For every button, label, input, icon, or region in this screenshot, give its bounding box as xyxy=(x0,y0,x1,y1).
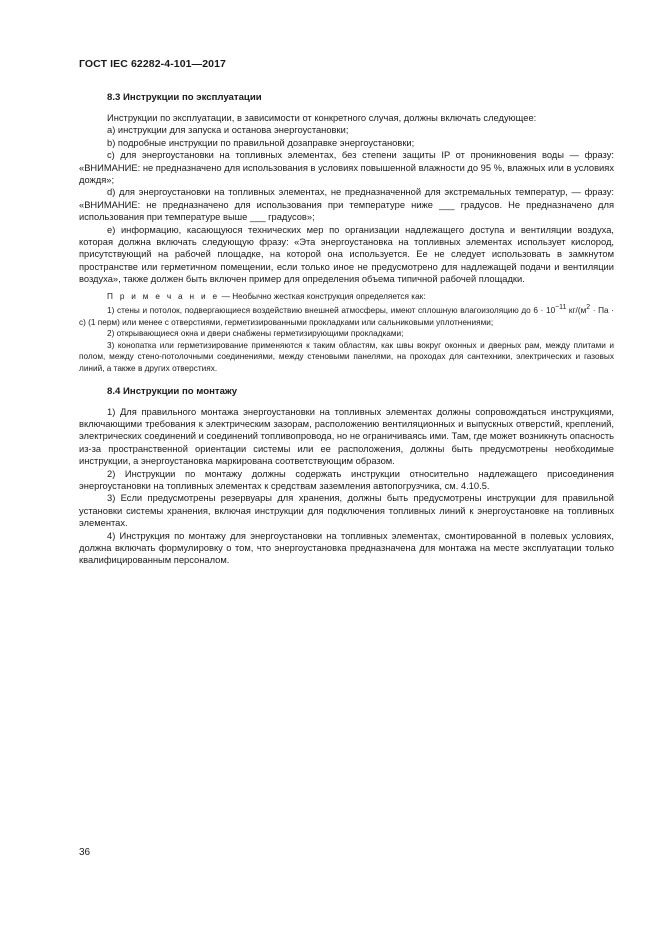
paragraph-8-4-3: 3) Если предусмотрены резервуары для хранения, должны быть предусмотрены инструкции для правильной установки системы хранения, включая инструкции для подключения топливных линий к энергоустановке на топливных элементах. xyxy=(79,493,614,529)
section-heading-8-3: 8.3 Инструкции по эксплуатации xyxy=(107,92,262,103)
page-number: 36 xyxy=(79,847,91,858)
paragraph: Инструкции по эксплуатации, в зависимости от конкретного случая, должны включать следующее: xyxy=(107,113,537,123)
exponent: −11 xyxy=(555,304,567,312)
note-label: П р и м е ч а н и е xyxy=(107,291,220,301)
list-item-a: а) инструкции для запуска и останова энергоустановки; xyxy=(107,125,349,136)
document-header: ГОСТ IEC 62282-4-101—2017 xyxy=(79,58,226,70)
list-item-d: d) для энергоустановки на топливных элементах, не предназначенной для экстремальных температур, — фразу: «ВНИМАНИЕ: не предназначено для использования при температуре ниже ___ градусов. Не предназначено для использования при температуре выше ___ градусов»; xyxy=(79,187,614,223)
paragraph-8-4-4: 4) Инструкция по монтажу для энергоустановки на топливных элементах, смонтированной в полевых условиях, должна включать формулировку о том, что энергоустановка предназначена для монтажа на месте эксплуатации только квалифицированным персоналом. xyxy=(79,530,614,566)
list-item-c: c) для энергоустановки на топливных элементах, без степени защиты IP от проникновения воды — фразу: «ВНИМАНИЕ: не предназначено для использования в условиях повышенной влажности до 95 %, влажных или в условиях дождя»; xyxy=(79,150,614,186)
paragraph-8-4-1: 1) Для правильного монтажа энергоустановки на топливных элементах должны сопровождаться инструкциями, включающими требования к электрическим зазорам, расположению вентиляционных и выпускных отверстий, креплений, электрических соединений и соединений топливопровода, но не ограничиваясь ими. Там, где может возникнуть опасность из-за пространственной ориентации системы или ее расположения, должны быть предусмотрены необходимые инструкции, а энергоустановка маркирована соответствующим образом. xyxy=(79,406,615,467)
paragraph-8-4-2: 2) Инструкции по монтажу должны содержать инструкции относительно надлежащего присоединения энергоустановки на топливных элементах к средствам заземления автопогрузчика, см. 4.10.5. xyxy=(79,468,614,492)
list-item-e: е) информацию, касающуюся технических мер по организации надлежащего доступа и вентиляции воздуха, которая должна включать следующую фразу: «Эта энергоустановка на топливных элементах использует кислород, присутствующий на рабочей площадке, на которой она используется. Ее не следует использовать в замкнутом пространстве или герметичном помещении, если только иное не предусмотрено для надлежащей подачи и вентиляции воздуха», также должен быть включен пример для определения объема типичной рабочей площадки. xyxy=(79,224,614,285)
section-heading-8-4: 8.4 Инструкции по монтажу xyxy=(107,385,238,397)
note-intro xyxy=(79,291,614,303)
note-block xyxy=(79,291,614,375)
note-item-3: 3) конопатка или герметизирование применяются к таким областям, как швы вокруг оконных и дверных рам, между плитами и полом, между стено-потолочными соединениями, между стеновыми панелями, на проходах для сантехники, электрических и газовых линий, а также в других отверстиях. xyxy=(79,340,614,373)
note-intro-text: — Необычно жесткая конструкция определяется как: xyxy=(219,291,426,301)
square-superscript: 2 xyxy=(586,304,591,312)
note-item-2: 2) открывающиеся окна и двери снабжены герметизирующими прокладками; xyxy=(107,329,404,339)
note-item-1: 1) стены и потолок, подвергающиеся воздействию внешней атмосферы, имеют сплошную влагоизоляцию до $6 \cdot 10^{-11}$ $кг/(м^2$ · Па · с) (1 перм) или менее с отверстиями, герметизированными прокладками или сальниковыми уплотнениями; xyxy=(79,304,614,327)
page-content xyxy=(79,92,614,567)
list-item-b: b) подробные инструкции по правильной дозаправке энергоустановки; xyxy=(107,137,415,148)
